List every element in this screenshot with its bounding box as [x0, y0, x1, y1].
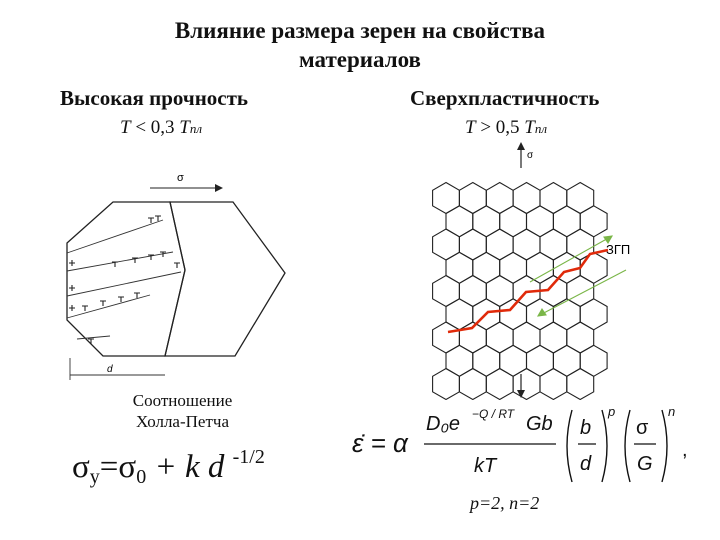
grain-hexagon — [459, 369, 486, 400]
grain-hexagon — [446, 299, 473, 330]
grain-hexagon — [446, 206, 473, 237]
grain-hexagon — [567, 276, 594, 307]
cond-right-var: T — [465, 117, 476, 138]
formula-b: b — [580, 417, 592, 439]
hexagon-grain-grid — [433, 183, 607, 400]
d-label: d — [107, 364, 113, 375]
grain-hexagon — [433, 322, 460, 353]
grain-hexagon — [486, 183, 513, 214]
grain-hexagon — [459, 276, 486, 307]
grain-hexagon — [500, 299, 527, 330]
grain-hexagon — [567, 369, 594, 400]
cond-right-sym: T — [524, 117, 535, 138]
hp-sub-0: 0 — [136, 466, 147, 488]
formula-lhs: ε̇ = α — [352, 428, 408, 458]
grain-hexagon — [486, 369, 513, 400]
grain-hexagon — [553, 345, 580, 376]
hp-kd: + k d — [146, 449, 233, 485]
grain-hexagon — [500, 206, 527, 237]
cond-left-var: T — [120, 117, 131, 138]
cond-left-sym: T — [179, 117, 190, 138]
hall-petch-formula — [72, 446, 265, 489]
formula-denominator: kT — [474, 455, 497, 477]
sigma-up-arrowhead-icon — [517, 142, 525, 150]
grain-hexagon — [527, 206, 554, 237]
dislocations — [69, 216, 180, 344]
condition-right — [465, 117, 547, 139]
grain-hexagon — [540, 369, 567, 400]
condition-left — [120, 117, 202, 139]
hall-petch-caption — [100, 390, 265, 432]
sigma-label-left: σ — [177, 172, 184, 184]
formula-exponent: −Q / RT — [472, 407, 515, 421]
strain-rate-formula — [350, 400, 710, 490]
grain-hexagon — [580, 252, 607, 283]
grain-hexagon — [527, 345, 554, 376]
exponent-params: p=2, n=2 — [470, 493, 540, 513]
grain-hexagon — [486, 276, 513, 307]
grain-hexagon — [500, 345, 527, 376]
heading-superplasticity: Сверхпластичность — [410, 86, 600, 110]
caption-line-1: Соотношение — [132, 391, 233, 410]
cond-right-sub: пл — [534, 121, 548, 136]
sliding-boundary — [448, 250, 608, 332]
formula-gb: Gb — [526, 413, 553, 435]
hp-exponent: -1/2 — [232, 446, 265, 468]
grain-hexagon — [580, 299, 607, 330]
zgp-label: ЗГП — [606, 242, 631, 257]
hp-sub-y: у — [89, 466, 100, 488]
grain-hexagon — [553, 206, 580, 237]
grain-hexagon — [473, 206, 500, 237]
formula-p: p — [608, 404, 616, 419]
cond-left-sub: пл — [189, 121, 203, 136]
grain-hexagon — [486, 229, 513, 260]
hp-sigma-y: σ — [72, 449, 90, 485]
title-line-1: Влияние размера зерен на свойства — [174, 18, 546, 43]
grain-hexagon — [540, 183, 567, 214]
grain-hexagon — [500, 252, 527, 283]
formula-G: G — [637, 453, 653, 475]
formula-numerator: D₀e — [426, 413, 460, 435]
grain-hexagon — [580, 345, 607, 376]
grain-hexagon — [446, 345, 473, 376]
cond-right-op: > 0,5 — [480, 117, 520, 138]
sigma-label-right: σ — [527, 150, 534, 161]
grain-hexagon — [433, 276, 460, 307]
grain-hexagon — [433, 183, 460, 214]
formula-sigma: σ — [636, 417, 649, 439]
left-grain — [67, 202, 185, 356]
grain-hexagon — [473, 345, 500, 376]
grain-hexagon — [446, 252, 473, 283]
grain-hexagon — [567, 322, 594, 353]
grain-hexagon — [567, 183, 594, 214]
formula-d: d — [580, 453, 592, 475]
title-line-2: материалов — [299, 47, 421, 72]
grain-hexagon — [486, 322, 513, 353]
heading-high-strength: Высокая прочность — [60, 86, 249, 110]
grain-hexagon — [580, 206, 607, 237]
sigma-arrowhead-icon — [215, 184, 223, 192]
grain-hexagon — [459, 229, 486, 260]
formula-n: n — [668, 404, 676, 419]
grain-boundary-sliding-diagram — [430, 140, 660, 400]
grain-hexagon — [513, 229, 540, 260]
grain-hexagon — [513, 322, 540, 353]
formula-comma: , — [682, 439, 688, 461]
slide-title — [110, 16, 610, 74]
grain-hexagon — [540, 322, 567, 353]
grain-hexagon — [527, 252, 554, 283]
hp-sigma-0: σ — [118, 449, 137, 485]
grain-hexagon — [513, 183, 540, 214]
grain-hexagon — [513, 369, 540, 400]
grain-hexagon — [473, 252, 500, 283]
right-grain — [165, 202, 285, 356]
grain-pileup-diagram — [55, 168, 305, 383]
grain-hexagon — [553, 299, 580, 330]
slip-lines — [67, 220, 181, 339]
caption-line-2: Холла-Петча — [135, 412, 229, 431]
cond-left-op: < 0,3 — [135, 117, 175, 138]
grain-hexagon — [540, 229, 567, 260]
grain-hexagon — [433, 369, 460, 400]
grain-hexagon — [459, 183, 486, 214]
hp-equals: = — [99, 449, 119, 485]
grain-hexagon — [433, 229, 460, 260]
